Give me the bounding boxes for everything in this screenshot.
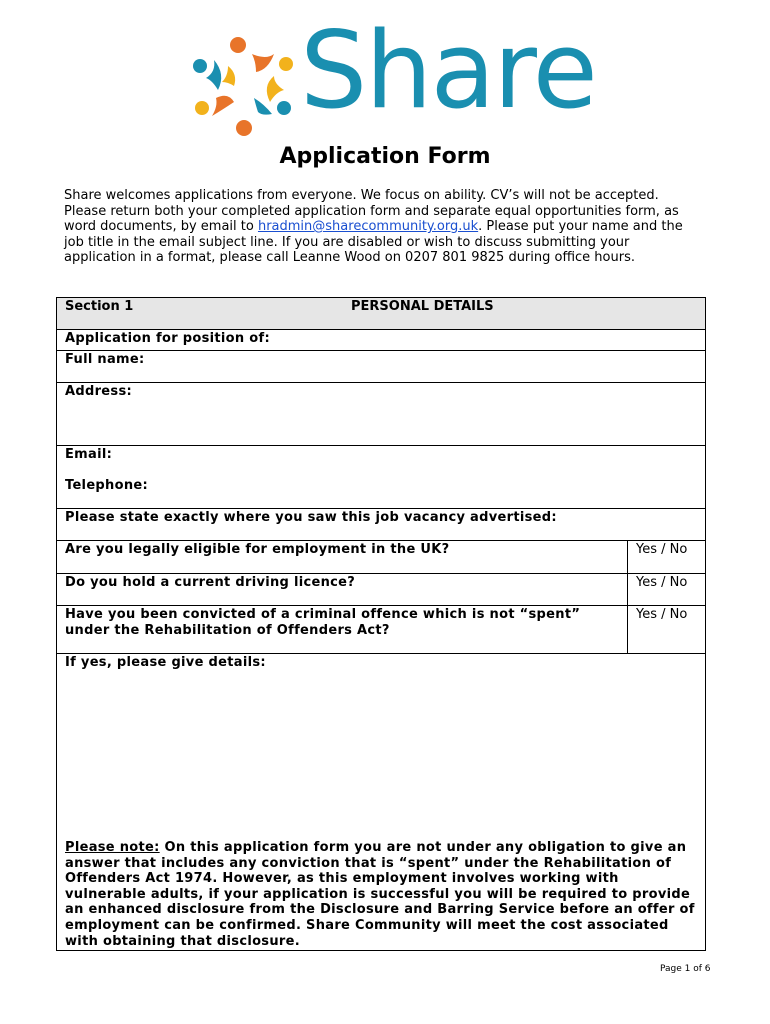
question-row bbox=[57, 574, 705, 606]
telephone-label: Telephone: bbox=[65, 478, 148, 493]
details-label: If yes, please give details: bbox=[65, 655, 266, 670]
full-name-field[interactable] bbox=[57, 351, 705, 383]
section-label: Section 1 bbox=[65, 299, 134, 314]
page-title: Application Form bbox=[279, 144, 491, 169]
share-wordmark: Share bbox=[300, 9, 596, 132]
yes-no-answer[interactable]: Yes / No bbox=[636, 607, 688, 622]
details-field[interactable] bbox=[57, 654, 705, 950]
question-row bbox=[57, 606, 705, 654]
position-field[interactable] bbox=[57, 330, 705, 351]
yes-no-answer[interactable]: Yes / No bbox=[636, 542, 688, 557]
share-logo bbox=[192, 9, 596, 136]
yes-no-answer[interactable]: Yes / No bbox=[636, 575, 688, 590]
intro-text-end: . Please put your name and the job title in the email subject line. If you are disabled or wish to discuss submitting your application in a format, please call Leanne Wood on 0207 801 9825 during office hours. bbox=[64, 219, 683, 265]
question-row bbox=[57, 541, 705, 574]
vacancy-source-field[interactable] bbox=[57, 509, 705, 541]
position-label: Application for position of: bbox=[65, 331, 270, 346]
section-header bbox=[57, 298, 705, 330]
address-label: Address: bbox=[65, 384, 132, 399]
contact-field[interactable] bbox=[57, 446, 705, 509]
question-text: Do you hold a current driving licence? bbox=[57, 574, 628, 605]
question-text: Have you been convicted of a criminal offence which is not “spent” under the Rehabilitation of Offenders Act? bbox=[57, 606, 628, 653]
people-circle-icon bbox=[192, 36, 296, 136]
intro-text-start: Share welcomes applications from everyone. We focus on ability. CV’s will not be accepted. Please return both your completed application form and separate equal opportunities form, as word documents, by email to bbox=[64, 188, 679, 234]
please-note-paragraph bbox=[57, 840, 707, 949]
full-name-label: Full name: bbox=[65, 352, 145, 367]
personal-details-form bbox=[56, 297, 706, 951]
section-title: PERSONAL DETAILS bbox=[351, 299, 494, 314]
address-field[interactable] bbox=[57, 383, 705, 446]
note-text: On this application form you are not under any obligation to give an answer that includes any conviction that is “spent” under the Rehabilitation of Offenders Act 1974. However, as this employment involves working with vulnerable adults, if your application is successful you will be required to provide an enhanced disclosure from the Disclosure and Barring Service before an offer of employment can be confirmed. Share Community will meet the cost associated with obtaining that disclosure. bbox=[65, 840, 695, 949]
question-text: Are you legally eligible for employment in the UK? bbox=[57, 541, 628, 573]
intro-paragraph bbox=[64, 188, 704, 266]
vacancy-source-label: Please state exactly where you saw this job vacancy advertised: bbox=[65, 510, 557, 525]
email-link[interactable]: hradmin@sharecommunity.org.uk bbox=[257, 219, 479, 234]
email-label: Email: bbox=[65, 447, 113, 462]
note-heading: Please note: bbox=[65, 840, 160, 855]
page-number: Page 1 of 6 bbox=[660, 964, 711, 974]
